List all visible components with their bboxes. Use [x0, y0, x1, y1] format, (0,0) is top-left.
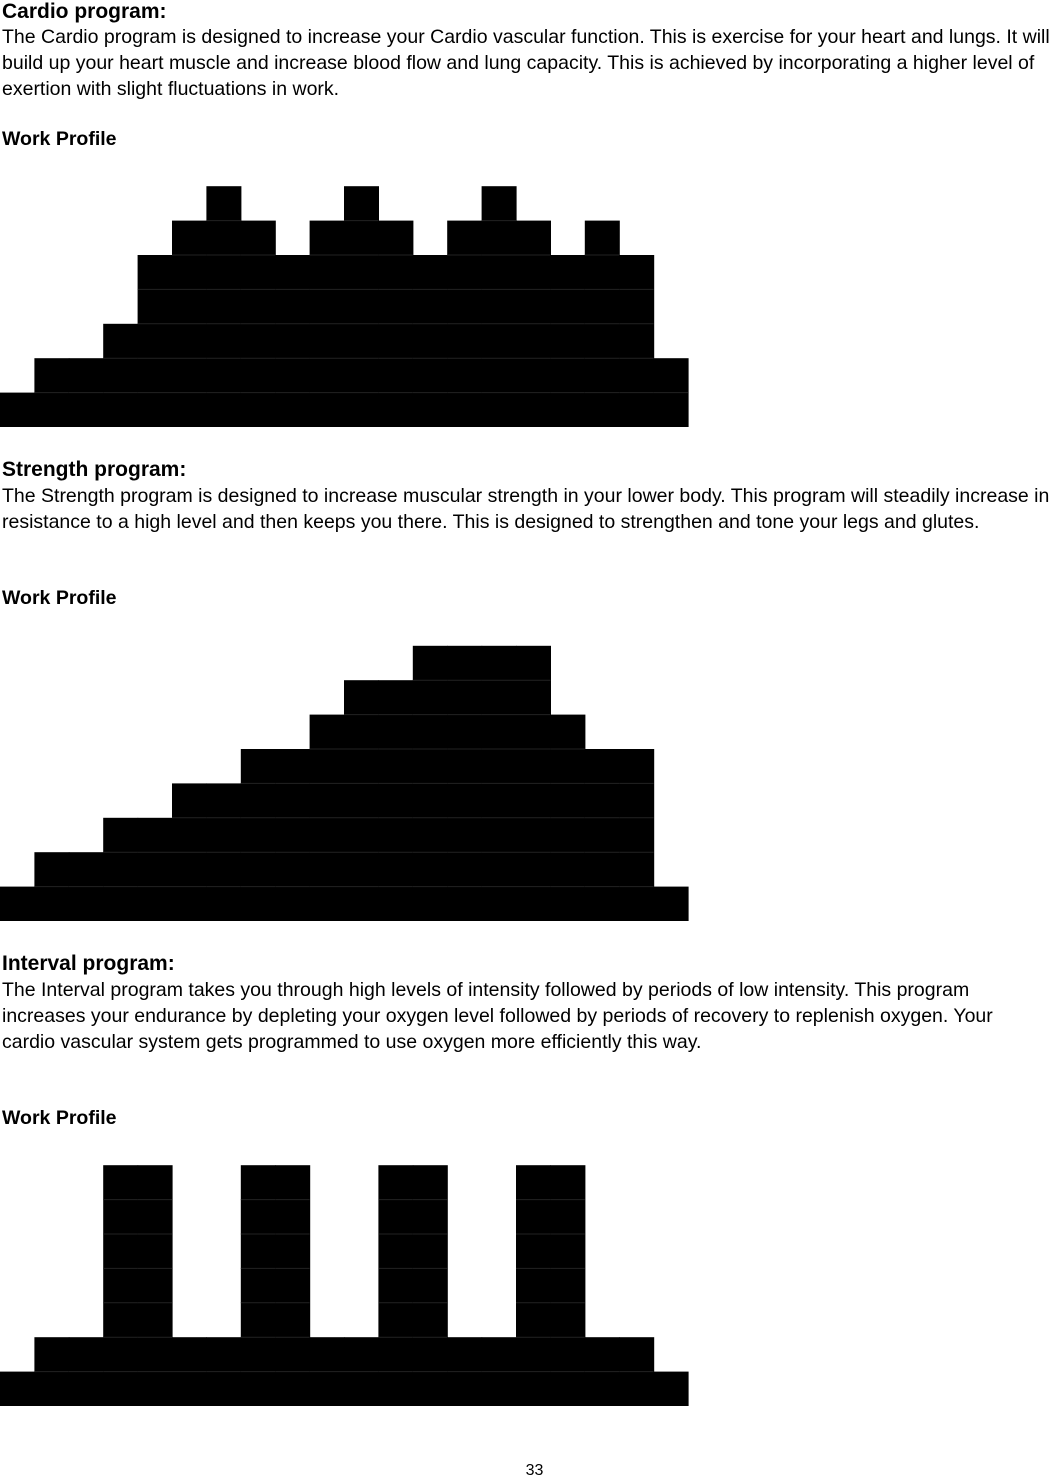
cardio-description: The Cardio program is designed to increase your Cardio vascular function. This is exercise for your heart and lungs. It will build up your heart muscle and increase blood flow and lung capacity. This is achieved by incorporating a higher level of exertion with slight fluctuations in work.: [2, 26, 1050, 100]
profile-bar: [550, 1165, 585, 1406]
profile-bar: [344, 186, 379, 427]
profile-bar: [103, 1165, 138, 1406]
cardio-work-profile-chart: [0, 185, 700, 427]
profile-bar: [654, 1372, 689, 1406]
profile-bar: [619, 255, 654, 427]
profile-bar: [413, 255, 448, 427]
cardio-heading: Cardio program:: [2, 0, 167, 23]
profile-bar: [103, 818, 138, 921]
profile-bar: [275, 255, 310, 427]
strength-heading: Strength program:: [2, 458, 187, 481]
profile-bar: [138, 818, 173, 921]
interval-work-profile-chart: [0, 1164, 700, 1406]
profile-bar: [103, 324, 138, 427]
profile-bar: [275, 1165, 310, 1406]
profile-bar: [344, 680, 379, 921]
profile-bar: [619, 749, 654, 921]
profile-bar: [275, 749, 310, 921]
interval-work-profile-label: Work Profile: [2, 1107, 117, 1129]
profile-bar: [241, 749, 276, 921]
strength-work-profile-chart: [0, 645, 700, 921]
profile-bar: [241, 1165, 276, 1406]
profile-bar: [413, 1165, 448, 1406]
profile-bar: [585, 749, 620, 921]
profile-bar: [0, 393, 35, 427]
profile-bar: [138, 255, 173, 427]
profile-bar: [206, 186, 241, 427]
interval-description: The Interval program takes you through high levels of intensity followed by periods of low intensity. This program increases your endurance by depleting your oxygen level followed by periods of recovery to replenish oxygen. Your cardio vascular system gets programmed to use oxygen more efficiently this way.: [2, 979, 993, 1053]
profile-bar: [378, 1165, 413, 1406]
strength-description: The Strength program is designed to increase muscular strength in your lower body. This program will steadily increase in resistance to a high level and then keeps you there. This is designed to strengthen and tone your legs and glutes.: [2, 485, 1050, 533]
interval-heading: Interval program:: [2, 952, 175, 975]
profile-bar: [482, 186, 517, 427]
profile-bar: [138, 1165, 173, 1406]
page-number: 33: [525, 1462, 544, 1479]
strength-work-profile-label: Work Profile: [2, 587, 117, 609]
cardio-work-profile-label: Work Profile: [2, 128, 117, 150]
profile-bar: [0, 1372, 35, 1406]
profile-bar: [378, 680, 413, 921]
profile-bar: [516, 1165, 551, 1406]
profile-bar: [550, 255, 585, 427]
profile-bar: [0, 887, 35, 921]
profile-bar: [654, 887, 689, 921]
